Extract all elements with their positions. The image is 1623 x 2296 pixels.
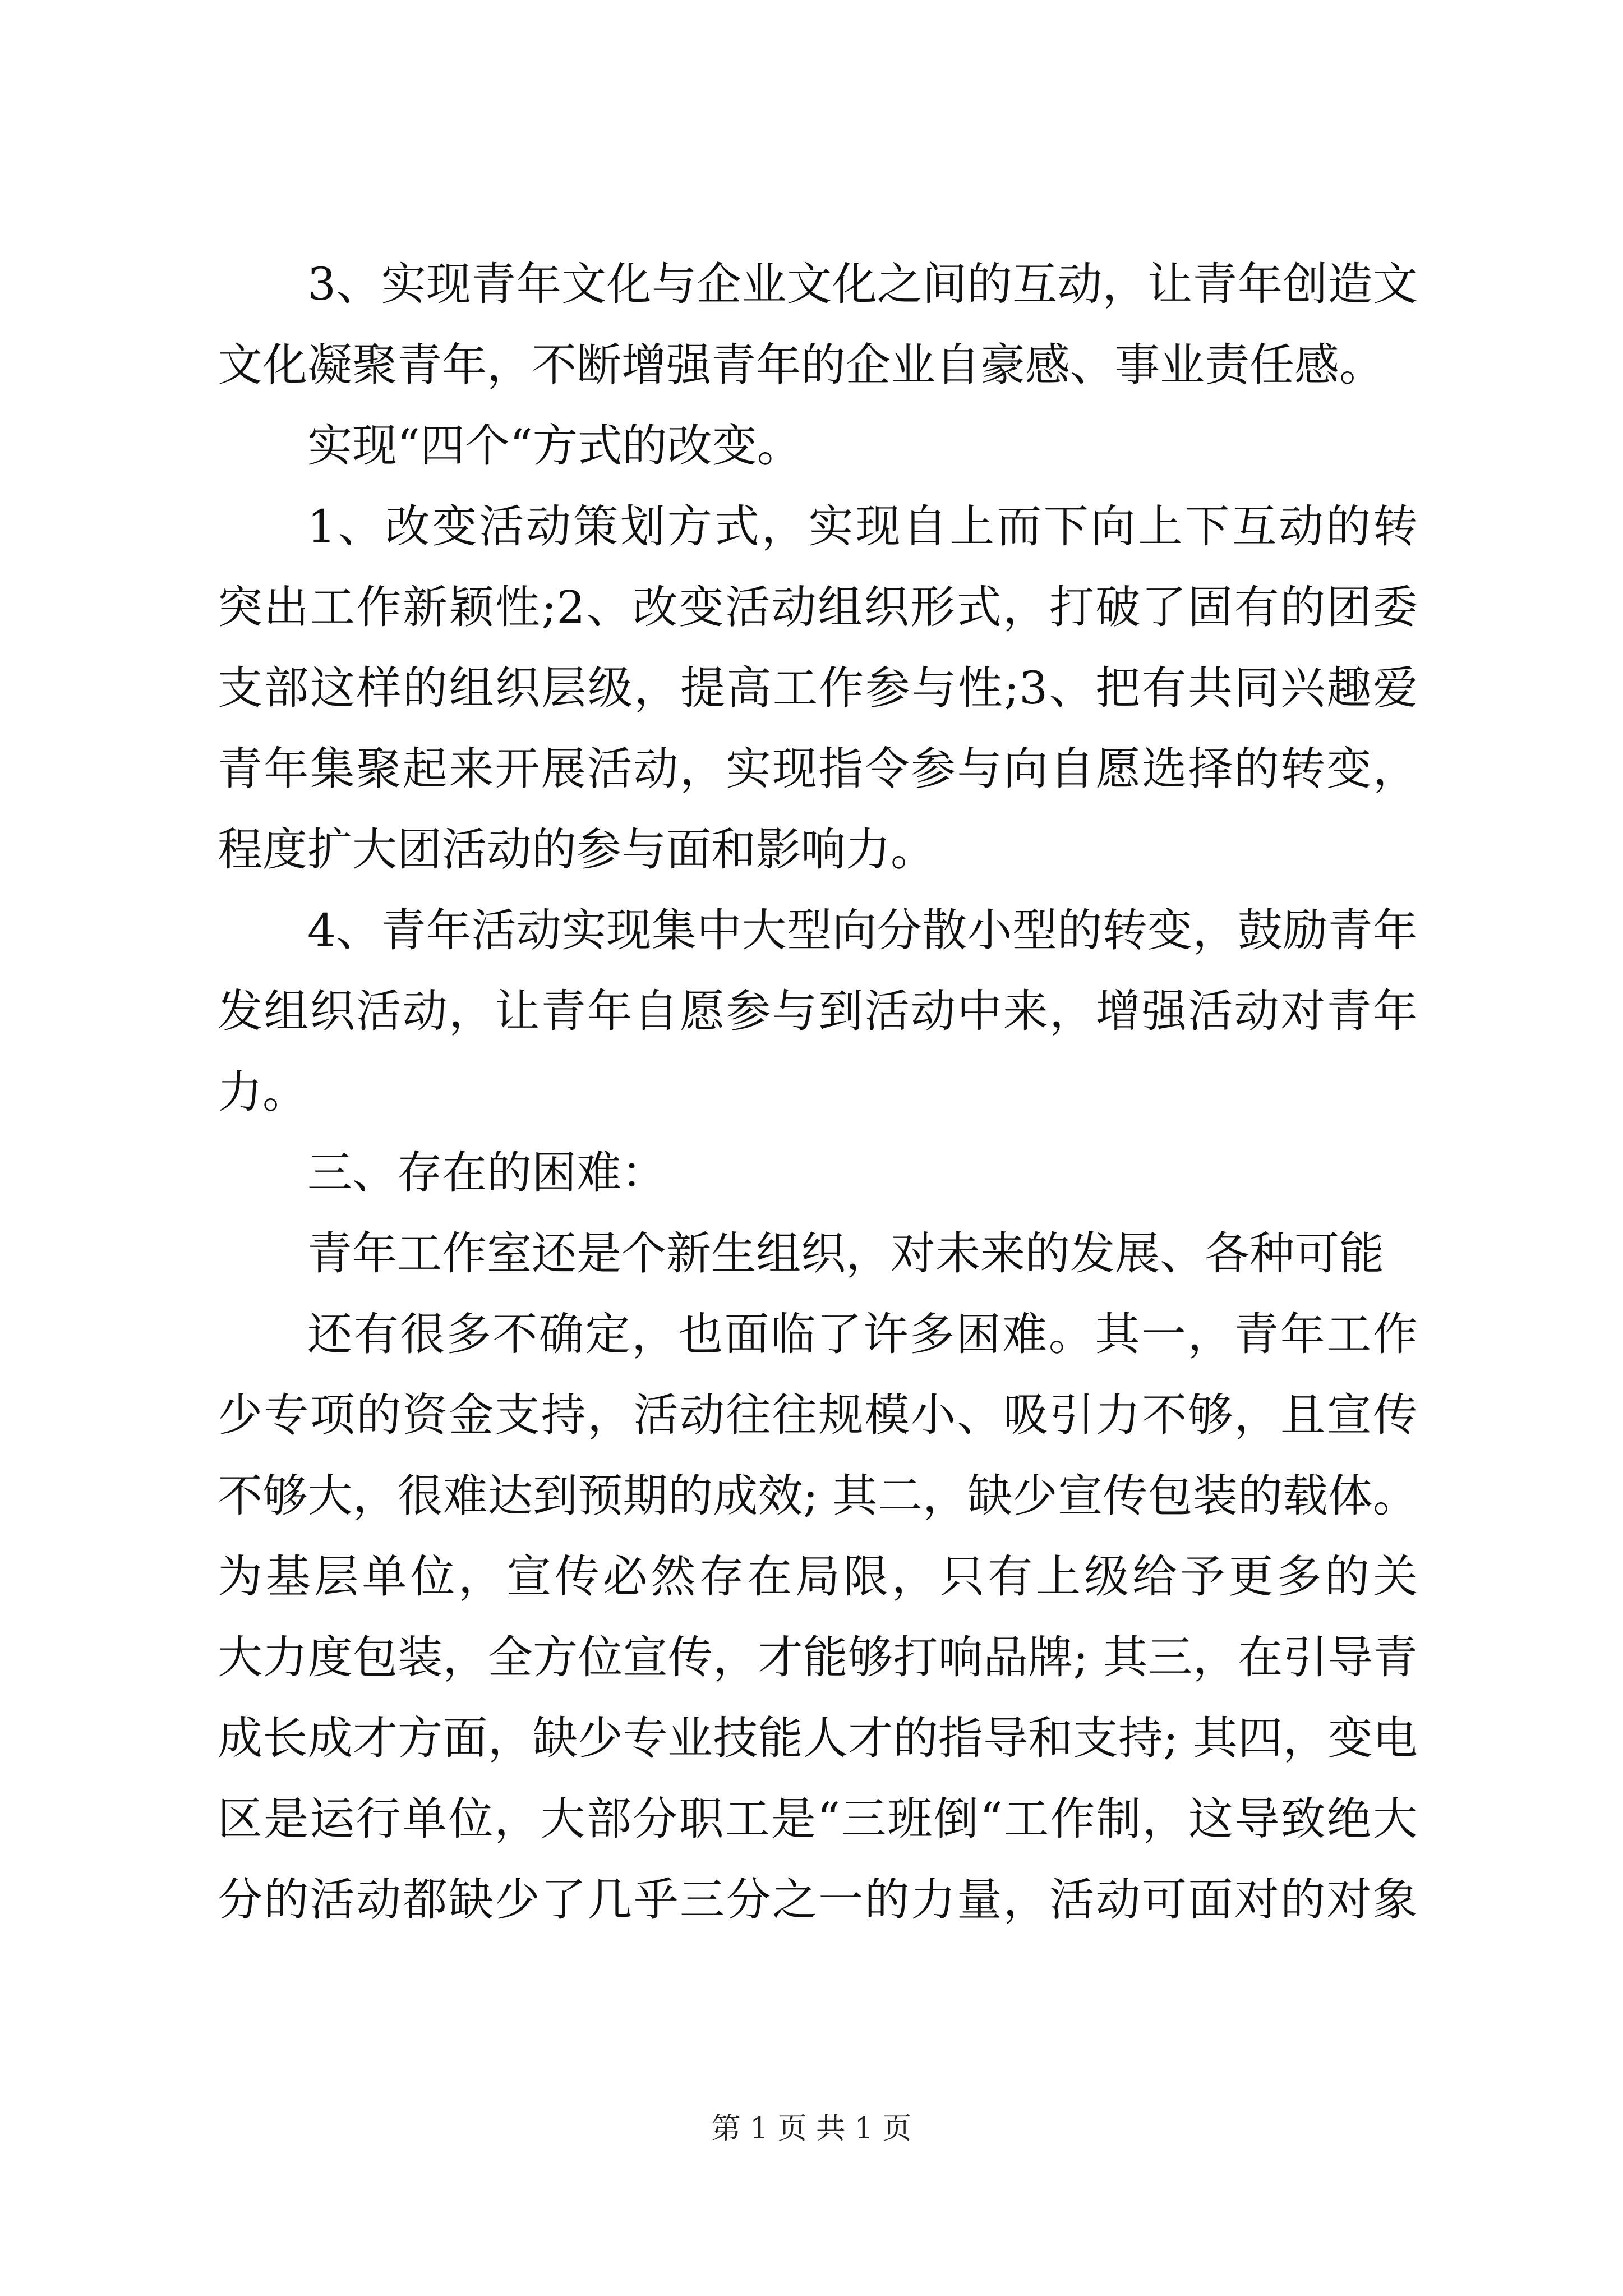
text-line: 成长成才方面，缺少专业技能人才的指导和支持; 其四，变电 — [218, 1712, 1418, 1764]
text-line: 4、青年活动实现集中大型向分散小型的转变，鼓励青年 — [307, 904, 1418, 956]
text-line: 分的活动都缺少了几乎三分之一的力量，活动可面对的对象 — [218, 1874, 1418, 1926]
text-line: 三、存在的困难： — [307, 1147, 666, 1199]
text-line: 力。 — [218, 1066, 307, 1118]
text-line: 区是运行单位，大部分职工是“三班倒“工作制，这导致绝大 — [218, 1793, 1418, 1845]
text-line: 1、改变活动策划方式，实现自上而下向上下互动的转 — [307, 500, 1418, 553]
text-line: 青年工作室还是个新生组织，对未来的发展、各种可能 — [307, 1227, 1384, 1280]
text-line: 发组织活动，让青年自愿参与到活动中来，增强活动对青年 — [218, 985, 1418, 1037]
text-line: 为基层单位，宣传必然存在局限，只有上级给予更多的关 — [218, 1550, 1418, 1603]
text-line: 文化凝聚青年，不断增强青年的企业自豪感、事业责任感。 — [218, 339, 1384, 391]
text-line: 支部这样的组织层级，提高工作参与性;3、把有共同兴趣爱 — [218, 662, 1418, 714]
text-line: 青年集聚起来开展活动，实现指令参与向自愿选择的转变， — [218, 743, 1418, 795]
text-line: 程度扩大团活动的参与面和影响力。 — [218, 823, 935, 876]
text-line: 突出工作新颖性;2、改变活动组织形式，打破了固有的团委 — [218, 581, 1418, 633]
text-line: 大力度包装，全方位宣传，才能够打响品牌; 其三，在引导青 — [218, 1631, 1418, 1683]
text-line: 3、实现青年文化与企业文化之间的互动，让青年创造文 — [307, 258, 1418, 310]
text-line: 不够大，很难达到预期的成效; 其二，缺少宣传包装的载体。 — [218, 1470, 1418, 1522]
text-line: 还有很多不确定，也面临了许多困难。其一，青年工作 — [307, 1308, 1418, 1360]
text-line: 少专项的资金支持，活动往往规模小、吸引力不够，且宣传 — [218, 1389, 1418, 1441]
document-body — [218, 244, 1418, 1940]
text-line: 实现“四个“方式的改变。 — [307, 420, 802, 472]
page-footer: 第 1 页 共 1 页 — [711, 2112, 912, 2146]
